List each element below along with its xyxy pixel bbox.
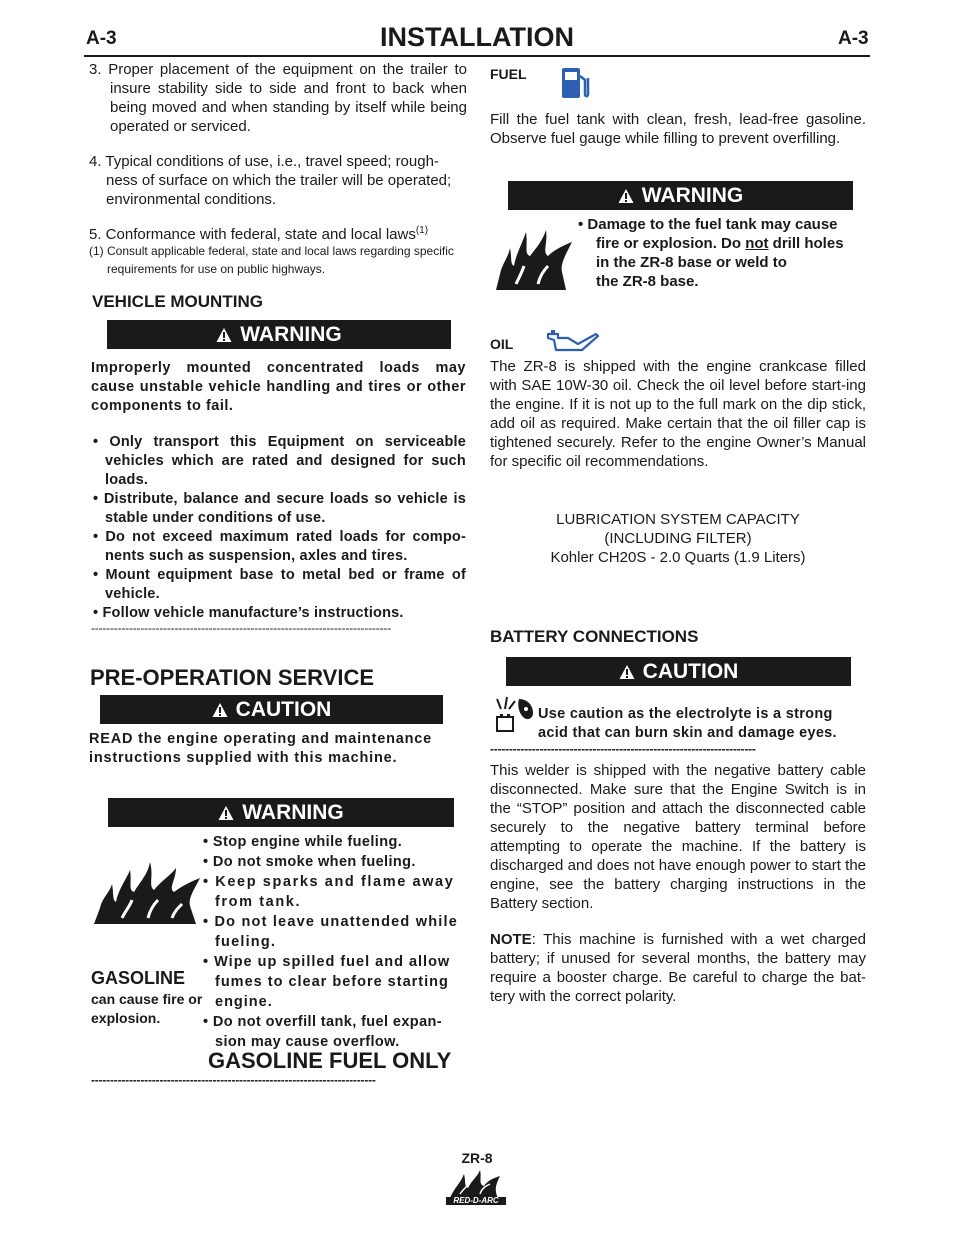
pre-op-caution-text: READ the engine operating and maintenance instructions supplied with this machine. [89,731,432,766]
gasoline-title: GASOLINE [91,968,186,988]
flame-icon [92,858,204,926]
footnote: (1) Consult applicable federal, state and local laws regarding specific requirements for use on public highways. [89,244,454,276]
list-item: • Only transport this Equipment on serviceable vehicles which are rated and designed for such loads. [93,434,466,488]
warning-triangle-icon [212,702,228,718]
flame-icon [494,224,574,292]
tank-warning-line-2-start: fire or explosion. Do [596,235,746,252]
tank-warning-text [578,215,868,291]
fuel-label: FUEL [490,66,527,82]
battery-caution-text: Use caution as the electrolyte is a strong acid that can burn skin and damage eyes. [538,706,837,741]
tank-warning-band [508,181,853,210]
trailer-item-4: 4. Typical conditions of use, i.e., travel speed; rough-ness of surface on which the trailer will be operated; environmental conditions. [89,153,452,208]
list-item: • Keep sparks and flame away from tank. [203,874,455,910]
fuel-warning-list [201,832,471,1052]
warning-triangle-icon [619,664,635,680]
battery-caution-band [506,657,851,686]
footnote-marker: (1) [415,225,429,236]
tank-warning-line-4: the ZR-8 base. [596,273,699,290]
warning-triangle-icon [218,805,234,821]
page-number-left: A-3 [86,28,117,49]
gasoline-fuel-only: GASOLINE FUEL ONLY [208,1048,452,1073]
list-item: • Follow vehicle manufacture’s instructions. [93,605,404,621]
warning-triangle-icon [216,327,232,343]
fuel-pump-icon [560,66,590,100]
battery-connections-heading: BATTERY CONNECTIONS [490,627,699,646]
pre-operation-heading: PRE-OPERATION SERVICE [90,665,375,690]
list-item: • Mount equipment base to metal bed or frame of vehicle. [93,567,466,602]
trailer-item-5-text: 5. Conformance with federal, state and local laws [89,226,416,243]
oil-text: The ZR-8 is shipped with the engine crankcase filled with SAE 10W-30 oil. Check the oil level before start-ing the engine. If it is not up to the full mark on the dip stick, add oil as required. Make certain that the oil filler cap is tightened securely. Refer to the engine Owner’s Manual for specific oil recommendations. [490,358,866,470]
list-item: • Distribute, balance and secure loads so vehicle is stable under conditions of use. [93,491,466,526]
note-text: : This machine is furnished with a wet charged battery; if unused for several months, the battery may require a booster charge. Be careful to charge the bat-tery with the correct polarity. [490,931,866,1005]
vehicle-warning-intro: Improperly mounted concentrated loads may cause unstable vehicle handling and tires or other components to fail. [91,360,466,414]
pre-op-caution-band [100,695,443,724]
oil-can-icon [544,328,600,352]
battery-note [490,930,866,1006]
warning-triangle-icon [618,188,634,204]
lube-line-3: Kohler CH20S - 2.0 Quarts (1.9 Liters) [550,549,806,566]
pre-op-caution-label: CAUTION [235,697,332,721]
page-title: INSTALLATION [380,22,574,52]
note-label: NOTE [490,931,532,948]
page-number-right: A-3 [838,28,869,49]
tank-warning-line-3: in the ZR-8 base or weld to [596,254,787,271]
battery-acid-icon [493,695,535,737]
trailer-item-5 [89,221,467,244]
vehicle-mounting-heading: VEHICLE MOUNTING [92,292,263,311]
fuel-warning-band [108,798,454,827]
tank-warning-line-1: • Damage to the fuel tank may cause [578,216,838,233]
list-item: • Do not leave unattended while fueling. [203,914,458,950]
logo-text: RED-D-ARC [453,1196,499,1205]
battery-text: This welder is shipped with the negative battery cable disconnected. Make sure that the Engine Switch is in the “STOP” position and attach the disconnected cable securely to the negative battery terminal before attempting to operate the machine. If the battery is discharged and does not have enough power to start the engine, see the battery charging instructions in the Battery section. [490,762,866,912]
list-item: • Do not smoke when fueling. [203,854,416,870]
oil-label: OIL [490,336,514,352]
fuel-warning-label: WARNING [242,800,344,824]
lube-capacity [490,510,866,567]
lube-line-2: (INCLUDING FILTER) [604,530,752,547]
trailer-item-3: 3. Proper placement of the equipment on the trailer to insure stability side to side and front to back when being moved and when standing by itself while being operated or serviced. [89,61,467,135]
list-item: • Wipe up spilled fuel and allow fumes to clear before starting engine. [203,954,451,1010]
tank-warning-line-2 [578,234,868,253]
header-rule [84,55,870,57]
separator: --------------------------------------------------------------------------- [91,1073,376,1087]
list-item: • Do not exceed maximum rated loads for compo-nents such as suspension, axles and tires. [93,529,466,564]
lube-line-1: LUBRICATION SYSTEM CAPACITY [556,511,800,528]
vehicle-warning-band [107,320,451,349]
red-d-arc-logo [446,1168,506,1206]
separator: ------------------------------------------------------------------------------- [91,621,391,635]
battery-caution-label: CAUTION [642,659,739,683]
gasoline-text: can cause fire or explosion. [91,991,203,1026]
tank-warning-not: not [745,235,769,252]
fuel-text: Fill the fuel tank with clean, fresh, lead-free gasoline. Observe fuel gauge while filling to prevent overfilling. [490,111,866,147]
list-item: • Stop engine while fueling. [203,834,403,850]
tank-warning-label: WARNING [641,183,744,207]
separator: ---------------------------------------------------------------------- [490,742,756,756]
list-item: • Do not overfill tank, fuel expan-sion may cause overflow. [203,1014,443,1050]
tank-warning-line-2-end: drill holes [768,235,844,252]
vehicle-warning-label: WARNING [240,322,342,346]
footer-model: ZR-8 [461,1150,493,1166]
vehicle-warning-list [91,433,466,623]
